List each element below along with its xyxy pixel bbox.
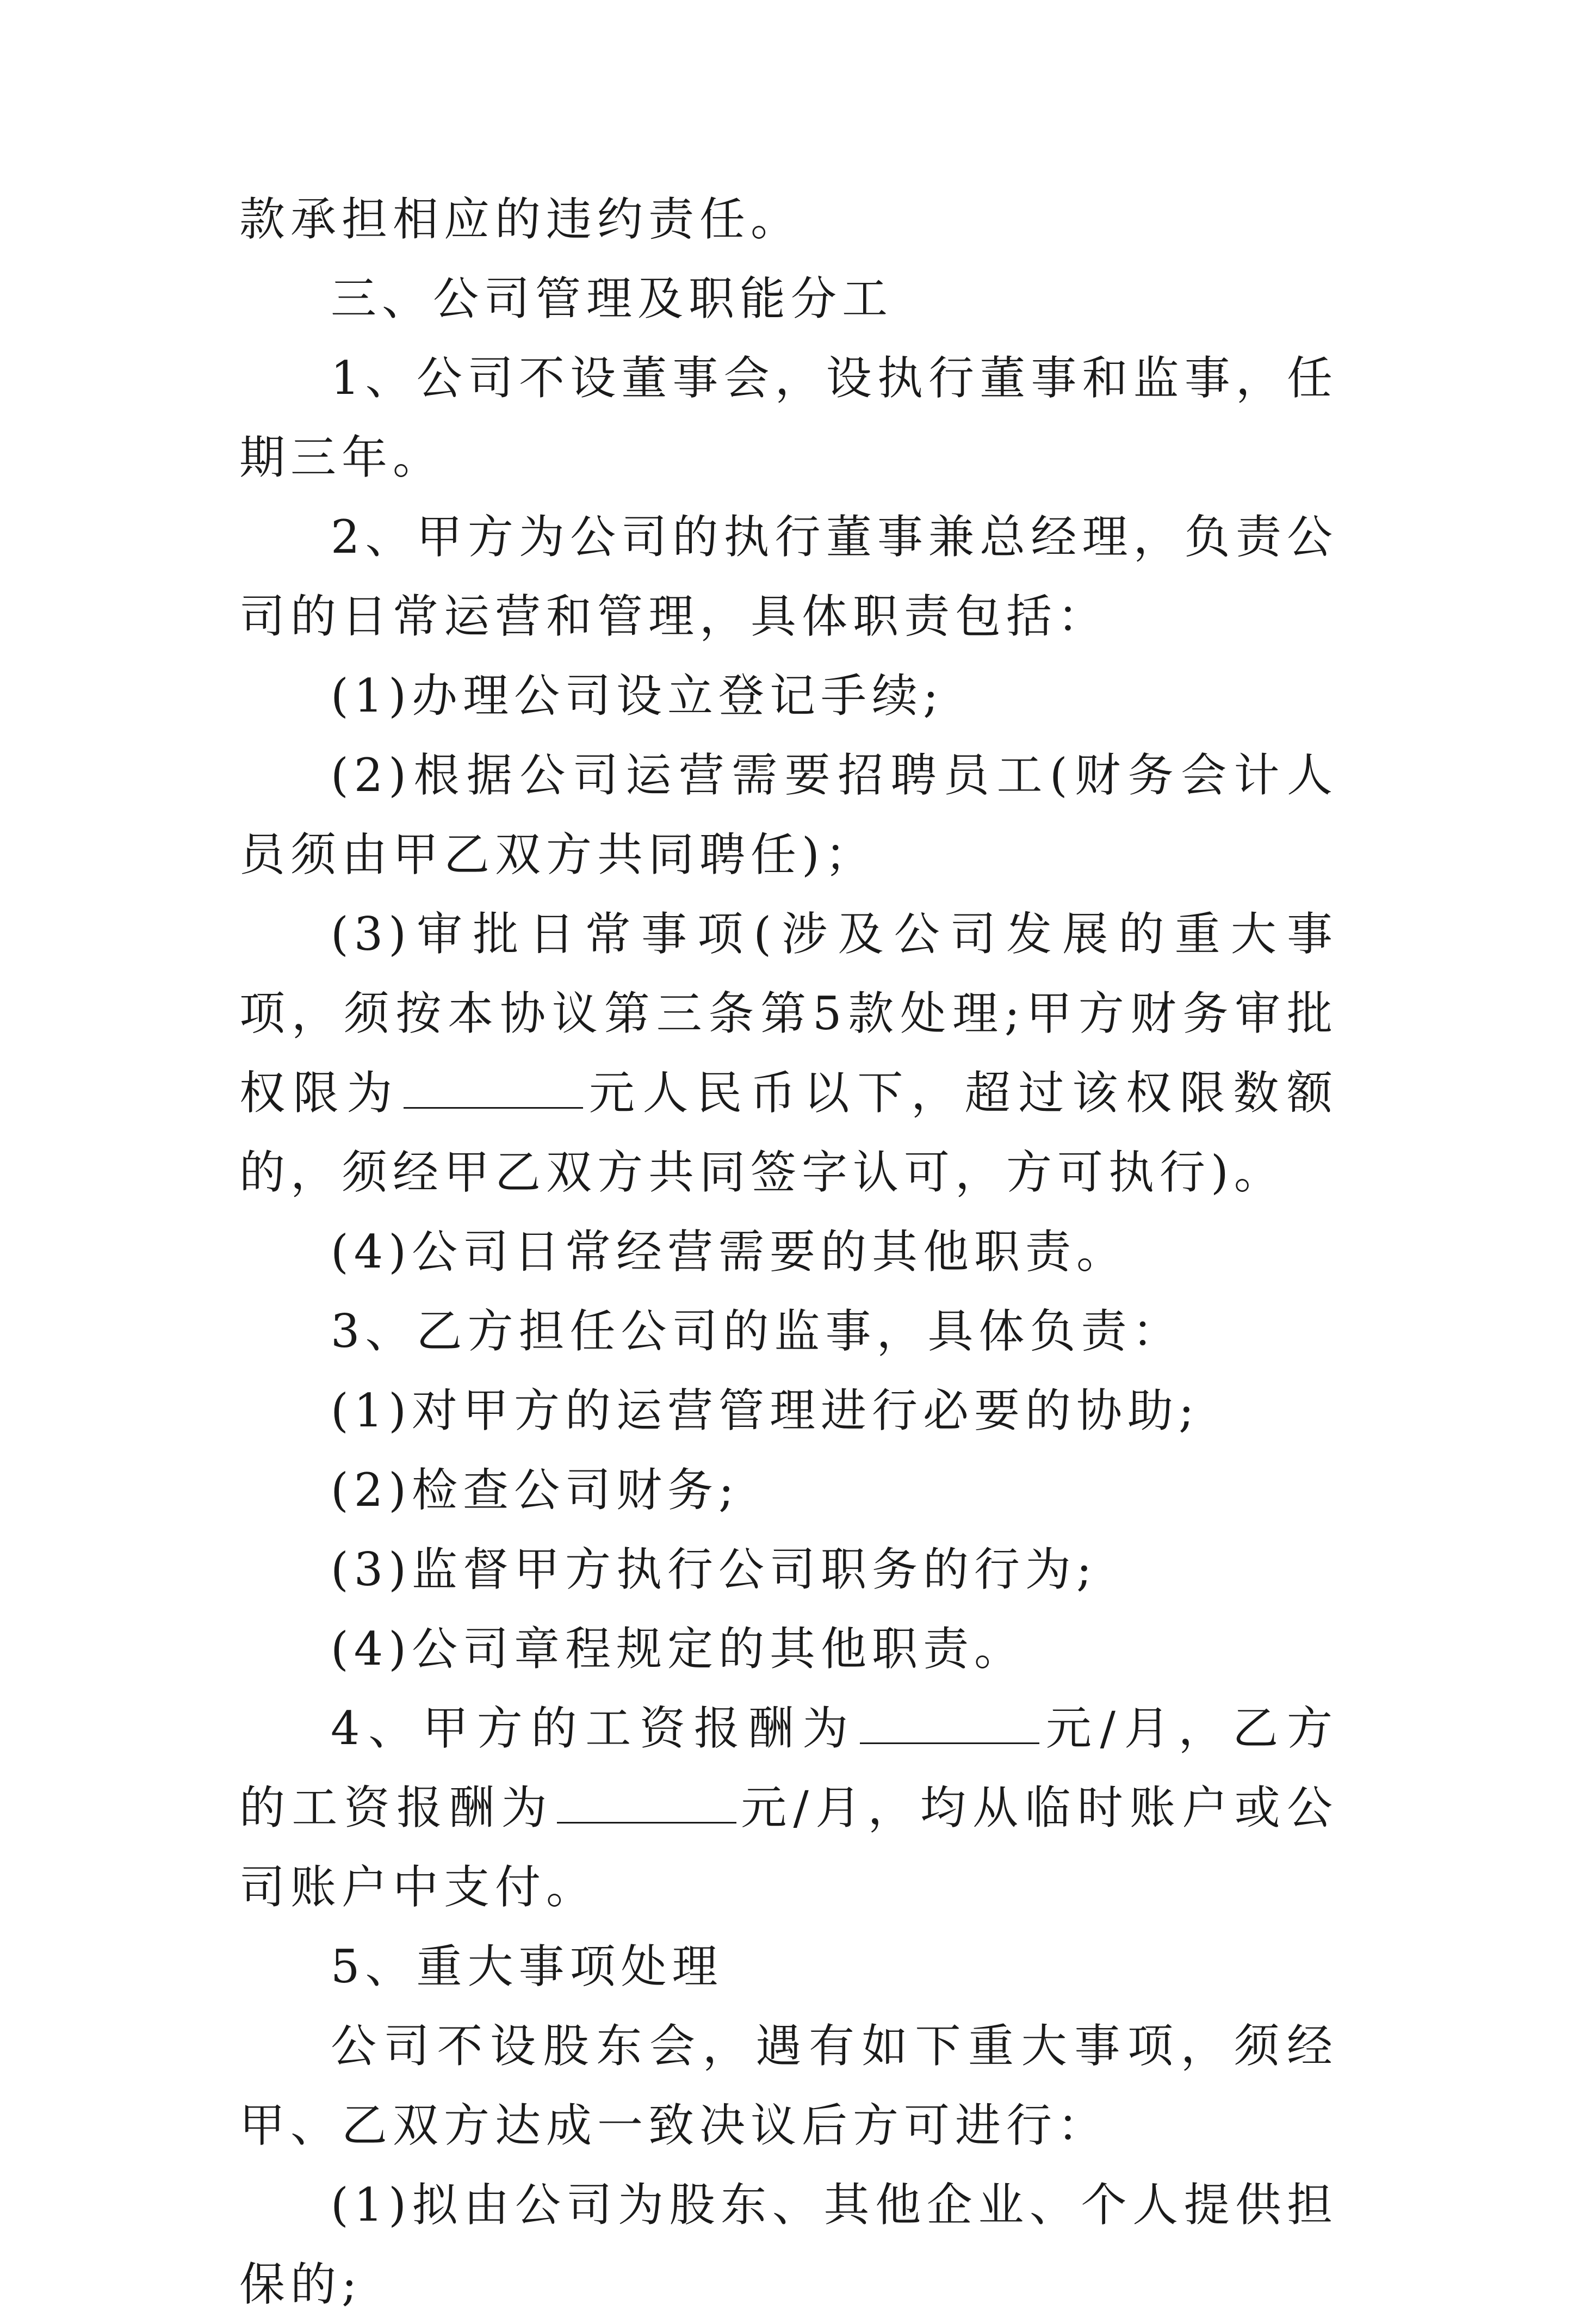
party-b-salary-blank: [557, 1784, 736, 1824]
approval-text-before: (3)审批日常事项(涉及公司发展的重大事项，须按本协议第三条第5款处理;甲方财务审批权限为: [239, 907, 1338, 1120]
salary-text-after: 元/月，均从临时账户或公司账户中支付。: [239, 1781, 1338, 1914]
clause-3-party-b-supervisor: 3、乙方担任公司的监事，具体负责：: [331, 1305, 1183, 1358]
salary-text-middle: 元/月，乙方的工资报酬为: [239, 1702, 1338, 1834]
duty-item-hiring: (2)根据公司运营需要招聘员工(财务会计人员须由甲乙双方共同聘任)；: [239, 749, 1338, 881]
document-body: [239, 180, 1338, 2324]
clause-5-major-matters: 5、重大事项处理: [331, 1940, 723, 1993]
major-matter-item-guarantee: (1)拟由公司为股东、其他企业、个人提供担保的;: [239, 2178, 1338, 2311]
major-matters-intro: 公司不设股东会，遇有如下重大事项，须经甲、乙双方达成一致决议后方可进行：: [239, 2019, 1338, 2152]
salary-text-before: 4、甲方的工资报酬为: [331, 1702, 857, 1755]
party-a-salary-blank: [860, 1704, 1039, 1744]
approval-text-after: 元人民币以下，超过该权限数额的，须经甲乙双方共同签字认可，方可执行)。: [239, 1066, 1338, 1199]
supervisor-item-assist: (1)对甲方的运营管理进行必要的协助;: [331, 1384, 1200, 1437]
duty-item-other: (4)公司日常经营需要的其他职责。: [331, 1225, 1127, 1278]
paragraph-liability: 款承担相应的违约责任。: [239, 193, 802, 246]
approval-limit-blank: [404, 1069, 583, 1109]
clause-1-board: 1、公司不设董事会，设执行董事和监事，任期三年。: [239, 351, 1338, 484]
supervisor-item-oversight: (3)监督甲方执行公司职务的行为;: [331, 1543, 1098, 1596]
supervisor-item-finance: (2)检查公司财务;: [331, 1463, 740, 1517]
section-heading-management: 三、公司管理及职能分工: [331, 272, 894, 325]
duty-item-registration: (1)办理公司设立登记手续;: [331, 669, 944, 722]
duty-item-approval: [239, 894, 1338, 1212]
supervisor-item-other: (4)公司章程规定的其他职责。: [331, 1622, 1025, 1676]
clause-2-party-a-duties: 2、甲方为公司的执行董事兼总经理，负责公司的日常运营和管理，具体职责包括：: [239, 510, 1338, 643]
clause-4-salary: [239, 1689, 1338, 1927]
